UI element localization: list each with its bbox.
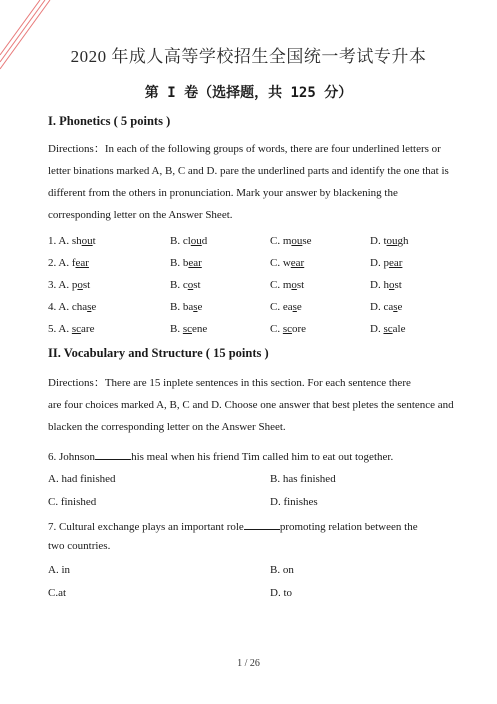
underlined-letters: o xyxy=(291,279,297,291)
underlined-letters: ear xyxy=(188,257,202,269)
q3-option-a: 3. A. post xyxy=(48,279,91,291)
section-title: 第 I 卷（选择题，共 125 分） xyxy=(144,85,353,101)
q2-option-b: B. bear xyxy=(170,257,202,269)
q4-option-c: C. ease xyxy=(270,301,302,313)
document-title: 2020 年成人高等学校招生全国统一考试专升本 xyxy=(70,47,427,66)
underlined-letters: ear xyxy=(388,257,403,269)
page-number: 1 / 26 xyxy=(237,658,260,669)
q3-option-b: B. cost xyxy=(170,279,201,291)
underlined-letters: ou xyxy=(291,235,303,247)
underlined-letters: s xyxy=(87,301,92,313)
underlined-letters: o xyxy=(187,279,194,291)
q7-option-d: D. to xyxy=(270,587,292,599)
phonetics-directions: Directions：In each of the following groups of words, there are four underlined letters or letter binations marked A, B, C and D. pare the underlined parts and identify the one that is different from the others in pronunciation. Mark your answer by blackening the corresponding letter on the Answer Sheet. xyxy=(48,143,449,221)
underlined-letters: ear xyxy=(290,257,305,269)
q4-option-d: D. case xyxy=(370,301,403,313)
underlined-letters: s xyxy=(193,301,198,313)
q7-stem-start: 7. Cultural exchange plays an important role xyxy=(48,521,244,533)
corner-decoration xyxy=(0,0,60,80)
underlined-letters: s xyxy=(292,301,297,313)
vocab-heading: II. Vocabulary and Structure ( 15 points ) xyxy=(48,346,269,360)
q6-option-b: B. has finished xyxy=(270,473,336,485)
q7-option-a: A. in xyxy=(48,564,70,576)
underlined-letters: ou xyxy=(386,235,398,247)
q2-option-c: C. wear xyxy=(270,257,305,269)
underlined-letters: ear xyxy=(75,257,89,269)
underlined-letters: ou xyxy=(190,235,202,247)
underlined-letters: sc xyxy=(282,323,293,335)
q1-option-c: C. mouse xyxy=(270,235,312,247)
q6-option-d: D. finishes xyxy=(270,496,318,508)
underlined-letters: o xyxy=(388,279,395,291)
q5-option-d: D. scale xyxy=(370,323,406,335)
q1-option-a: 1. A. shout xyxy=(48,235,96,247)
q5-option-b: B. scene xyxy=(170,323,208,335)
underlined-letters: sc xyxy=(383,323,393,335)
underlined-letters: s xyxy=(393,301,398,313)
q3-option-d: D. host xyxy=(370,279,402,291)
underlined-letters: sc xyxy=(182,323,193,335)
vocab-directions-line1: Directions：There are 15 inplete sentences in this section. For each sentence there xyxy=(48,377,411,389)
q7-stem-end: promoting relation between the xyxy=(279,521,418,533)
question-number: 4. xyxy=(48,301,59,313)
q7-option-c: C.at xyxy=(48,587,67,599)
q4-option-b: B. base xyxy=(170,301,203,313)
q2-option-d: D. pear xyxy=(370,257,403,269)
q6-option-a: A. had finished xyxy=(48,473,116,485)
q6-blank xyxy=(95,449,131,460)
underlined-letters: o xyxy=(77,279,83,291)
q1-option-d: D. tough xyxy=(370,235,409,247)
underlined-letters: ou xyxy=(81,235,93,247)
underlined-letters: sc xyxy=(71,323,82,335)
q6-stem-end: his meal when his friend Tim called him to eat out together. xyxy=(131,451,394,463)
vocab-directions-line2: are four choices marked A, B, C and D. Choose one answer that best pletes the sentence and blacken the corresponding letter on the Answer Sheet. xyxy=(48,399,454,433)
q4-option-a: 4. A. chase xyxy=(48,301,97,313)
question-number: 5. xyxy=(48,323,59,335)
q2-option-a: 2. A. fear xyxy=(48,257,89,269)
q5-option-a: 5. A. scare xyxy=(48,323,95,335)
q3-option-c: C. most xyxy=(270,279,305,291)
q1-option-b: B. cloud xyxy=(170,235,208,247)
q5-option-c: C. score xyxy=(270,323,307,335)
q6-stem-start: 6. Johnson xyxy=(48,451,96,463)
question-number: 1. xyxy=(48,235,59,247)
q6-option-c: C. finished xyxy=(48,496,97,508)
q7-stem-cont-text: two countries. xyxy=(48,540,111,552)
q7-blank xyxy=(244,519,280,530)
question-number: 2. xyxy=(48,257,59,269)
question-number: 3. xyxy=(48,279,59,291)
q7-option-b: B. on xyxy=(270,564,294,576)
phonetics-heading: I. Phonetics ( 5 points ) xyxy=(48,114,171,128)
